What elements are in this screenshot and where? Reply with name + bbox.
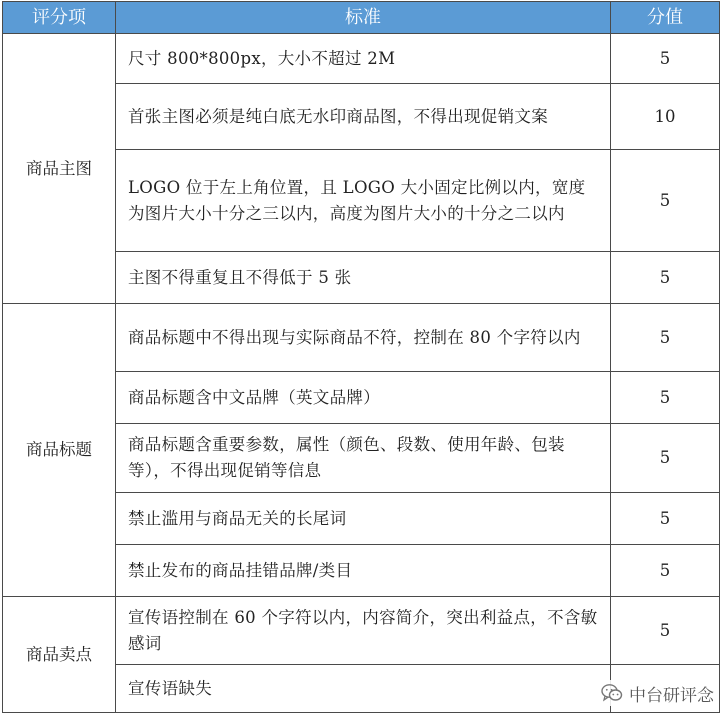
criteria-cell: 商品标题含重要参数，属性（颜色、段数、使用年龄、包装等），不得出现促销等信息 [116, 424, 611, 493]
criteria-cell: 首张主图必须是纯白底无水印商品图，不得出现促销文案 [116, 84, 611, 150]
table-row [3, 304, 720, 372]
header-category: 评分项 [3, 2, 116, 34]
score-cell: 5 [611, 493, 720, 545]
header-row [3, 2, 720, 34]
header-score: 分值 [611, 2, 720, 34]
score-cell: 5 [611, 424, 720, 493]
criteria-cell: 主图不得重复且不得低于 5 张 [116, 252, 611, 304]
criteria-cell: 商品标题含中文品牌（英文品牌） [116, 372, 611, 424]
criteria-cell: 禁止滥用与商品无关的长尾词 [116, 493, 611, 545]
scoring-table [2, 1, 720, 713]
score-cell: 5 [611, 150, 720, 252]
score-cell: 5 [611, 372, 720, 424]
score-cell: 5 [611, 34, 720, 84]
watermark [595, 680, 714, 706]
criteria-cell: 禁止发布的商品挂错品牌/类目 [116, 545, 611, 597]
table-row [3, 597, 720, 665]
score-cell: 5 [611, 252, 720, 304]
criteria-cell: 商品标题中不得出现与实际商品不符，控制在 80 个字符以内 [116, 304, 611, 372]
category-cell: 商品主图 [3, 34, 116, 304]
score-cell: 5 [611, 597, 720, 665]
criteria-cell: 宣传语控制在 60 个字符以内，内容简介，突出利益点，不含敏感词 [116, 597, 611, 665]
category-cell: 商品卖点 [3, 597, 116, 713]
criteria-cell: LOGO 位于左上角位置，且 LOGO 大小固定比例以内，宽度为图片大小十分之三以内，高度为图片大小的十分之二以内 [116, 150, 611, 252]
category-cell: 商品标题 [3, 304, 116, 597]
score-cell: 5 [611, 545, 720, 597]
watermark-text: 中台研评念 [629, 685, 714, 706]
header-criteria: 标准 [116, 2, 611, 34]
table-row [3, 34, 720, 84]
wechat-icon [601, 683, 623, 703]
criteria-cell: 宣传语缺失 [116, 665, 611, 713]
criteria-cell: 尺寸 800*800px，大小不超过 2M [116, 34, 611, 84]
score-cell: 5 [611, 304, 720, 372]
score-cell: 10 [611, 84, 720, 150]
